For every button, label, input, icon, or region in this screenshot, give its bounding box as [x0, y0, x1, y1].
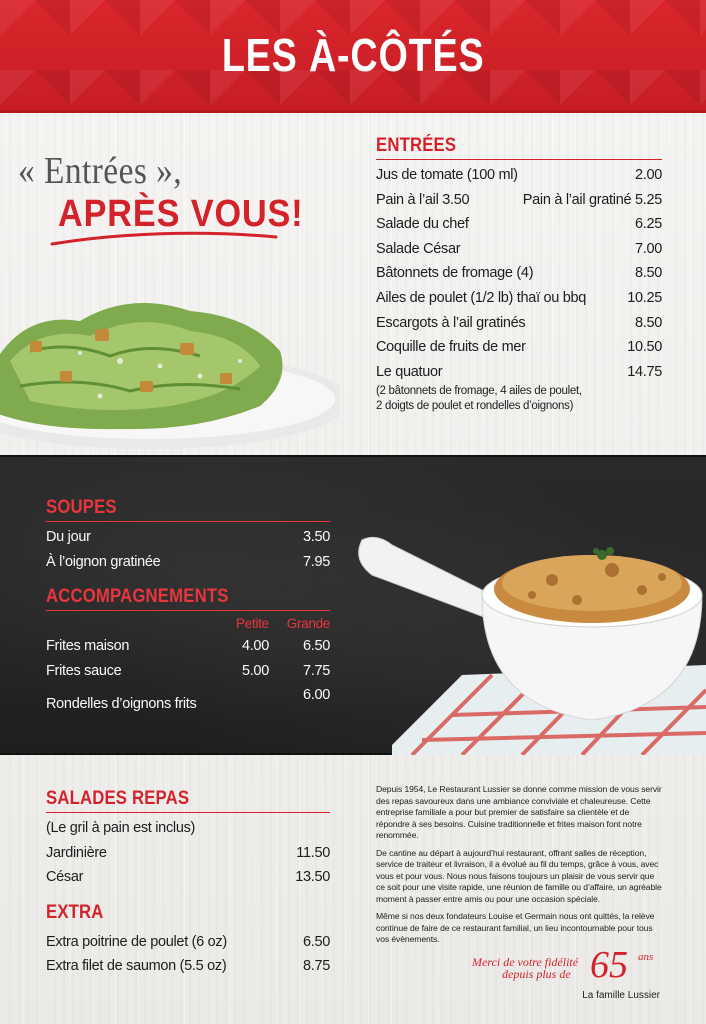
merci-years-suffix: ans: [638, 951, 654, 963]
accompagnements-title: ACCOMPAGNEMENTS: [46, 586, 229, 608]
entree-name: Escargots à l’ail gratinés: [376, 314, 526, 331]
salades-list: [46, 841, 330, 890]
about-text: [376, 784, 662, 952]
entree-name: Bâtonnets de fromage (4): [376, 265, 534, 282]
swoosh-underline: [50, 231, 280, 247]
merci-line2: depuis plus de: [502, 967, 571, 981]
signature: La famille Lussier: [582, 990, 660, 1001]
entree-row: [376, 261, 662, 286]
soupe-row: [46, 525, 330, 550]
entree-row: [376, 188, 662, 213]
accompagnement-price-large: 6.00: [302, 687, 330, 704]
salade-price: 11.50: [296, 844, 330, 861]
entree-row: [376, 335, 662, 360]
entree-name: Le quatuor: [376, 363, 443, 380]
onion-soup-image: [352, 515, 706, 755]
entree-price: 10.50: [627, 339, 662, 356]
accompagnement-price-small: 5.00: [241, 662, 269, 679]
accompagnements-column-headers: [46, 614, 330, 634]
extra-list: [46, 930, 330, 979]
entree-row: [376, 212, 662, 237]
entree-name: Salade César: [376, 240, 461, 257]
merci-script: [462, 945, 702, 990]
extra-title: EXTRA: [46, 901, 104, 923]
salade-row: [46, 865, 330, 890]
extra-row: [46, 930, 330, 955]
accompagnement-name: Frites maison: [46, 638, 130, 655]
tagline-line2: APRÈS VOUS!: [58, 193, 304, 235]
entree-price: 2.00: [634, 167, 662, 183]
soupes-title: SOUPES: [46, 497, 117, 518]
tagline-line1: « Entrées »,: [18, 150, 183, 192]
extra-spacer: [46, 926, 330, 927]
entree-name: Ailes de poulet (1/2 lb) thaï ou bbq: [376, 289, 587, 306]
accompagnement-name: Frites sauce: [46, 662, 122, 679]
salade-name: César: [46, 869, 84, 886]
soupe-name: Du jour: [46, 529, 91, 545]
accompagnement-price-large: 6.50: [302, 638, 330, 655]
entree-price: 10.25: [627, 289, 662, 306]
salade-name: Jardinière: [46, 844, 107, 861]
salades-section: [46, 788, 330, 979]
salade-row: [46, 841, 330, 866]
accompagnement-row: [46, 683, 330, 712]
about-paragraph-2: De cantine au départ à aujourd’hui restaurant, offrant salles de réception, service de traiteur et livraison, il a évolué au fil du temps, grâce à vous, avec vous et pour vous. Nous nous faisons toujours un plaisir de vous servir que ce soit pour une visite rapide, une réunion de famille ou d’affaire, un agréable moment à passer entre amis ou pour une occasion spéciale.: [376, 847, 662, 904]
entree-name: Coquille de fruits de mer: [376, 339, 526, 356]
salades-subtitle-text: (Le gril à pain est inclus): [46, 820, 196, 836]
accompagnement-row: [46, 634, 330, 659]
quatuor-note-line1: (2 bâtonnets de fromage, 4 ailes de poulet,: [376, 385, 582, 398]
entree-name: Jus de tomate (100 ml): [376, 167, 518, 183]
entree-row: [376, 163, 662, 188]
entree-price: 6.25: [634, 216, 662, 233]
entree-row: [376, 311, 662, 336]
entrees-section: [0, 113, 706, 455]
soupe-row: [46, 550, 330, 575]
accompagnement-name: Rondelles d’oignons frits: [46, 695, 197, 712]
entree-row: [376, 360, 662, 385]
column-grande: Grande: [286, 616, 330, 632]
extra-name: Extra poitrine de poulet (6 oz): [46, 933, 227, 950]
entree-name: Pain à l’ail 3.50: [376, 191, 470, 208]
quatuor-note-line2: 2 doigts de poulet et rondelles d’oignons): [376, 400, 574, 413]
column-petite: Petite: [236, 616, 269, 632]
accompagnement-price-large: 7.75: [302, 662, 330, 679]
extra-row: [46, 954, 330, 979]
entree-price: 7.00: [634, 240, 662, 257]
salades-subtitle: [46, 816, 330, 841]
entree-row: [376, 286, 662, 311]
page-title: LES À-CÔTÉS: [221, 29, 485, 81]
salades-title: SALADES REPAS: [46, 788, 190, 809]
entrees-list: [376, 163, 662, 384]
merci-years: 65: [590, 944, 628, 986]
caesar-salad-image: [0, 281, 340, 451]
entree-price: 14.75: [627, 363, 662, 380]
merci-line1: Merci de votre fidélité: [472, 955, 579, 969]
accompagnements-list: [46, 634, 330, 712]
entrees-rule: [376, 159, 662, 160]
extra-name: Extra filet de saumon (5.5 oz): [46, 958, 227, 975]
salade-price: 13.50: [295, 869, 330, 886]
accompagnement-price-small: [243, 683, 269, 708]
entree-row: [376, 237, 662, 262]
about-paragraph-3: Même si nos deux fondateurs Louise et Germain nous ont quittés, la relève continue de faire de ce restaurant familial, un lieu incontournable pour tous vos évènements.: [376, 911, 655, 944]
soupes-list: [46, 525, 330, 574]
soupe-name: À l’oignon gratinée: [46, 553, 161, 570]
entree-price: Pain à l’ail gratiné 5.25: [522, 191, 662, 208]
entrees-title: ENTRÉES: [376, 135, 457, 156]
extra-price: 6.50: [302, 933, 330, 950]
extra-price: 8.75: [302, 958, 330, 975]
quatuor-note: [376, 384, 662, 414]
accompagnement-price-small: 4.00: [241, 638, 269, 655]
page-header: [0, 0, 706, 113]
entree-price: 8.50: [634, 314, 662, 331]
soupe-price: 7.95: [302, 553, 330, 570]
soupe-price: 3.50: [302, 529, 330, 545]
entree-price: 8.50: [634, 265, 662, 282]
accompagnements-rule: [46, 610, 330, 611]
about-paragraph-1: Depuis 1954, Le Restaurant Lussier se donne comme mission de vous servir des repas savoureux dans une ambiance conviviale et chaleureuse. Cette entreprise familiale a pour but premier de satisfaire sa clientèle et de répondre à ses besoins. Cuisine traditionnelle et frites maison font notre renommée.: [376, 784, 662, 840]
entree-name: Salade du chef: [376, 216, 469, 233]
accompagnement-row: [46, 659, 330, 684]
salades-rule: [46, 812, 330, 813]
chalkboard-section: [0, 455, 706, 755]
soupes-rule: [46, 521, 330, 522]
